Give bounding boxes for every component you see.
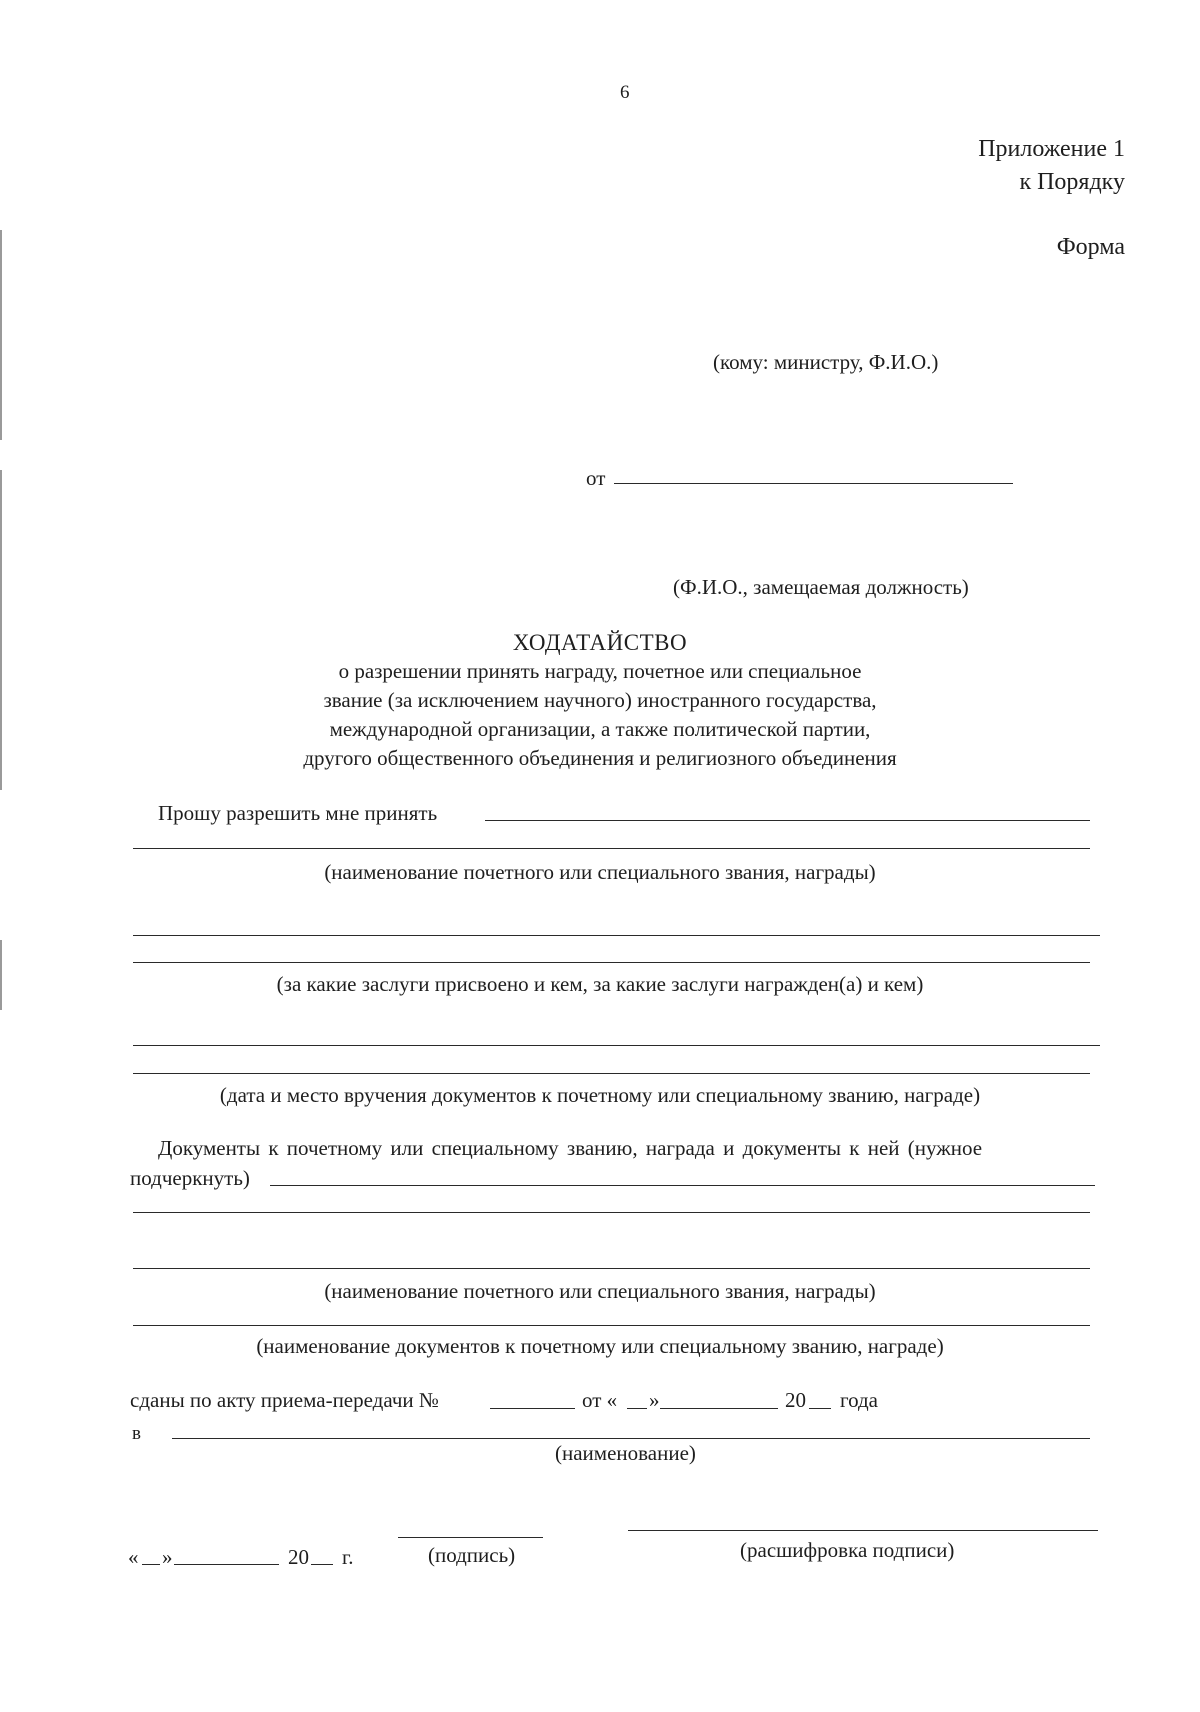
act-month-fill-line bbox=[660, 1408, 778, 1409]
delivery-fill-line-2 bbox=[133, 1073, 1090, 1074]
footer-day-fill-line bbox=[142, 1564, 160, 1565]
subtitle-line-3: международной организации, а также политической партии, bbox=[329, 717, 871, 741]
from-label: от bbox=[586, 466, 606, 490]
documents-text-line-1: Документы к почетному или специальному званию, награда и документы к ней (нужное bbox=[158, 1136, 983, 1160]
page-number: 6 bbox=[620, 82, 630, 103]
documents-fill-line-4 bbox=[133, 1325, 1090, 1326]
footer-year-prefix: 20 bbox=[288, 1545, 309, 1569]
documents-fill-line-1 bbox=[270, 1185, 1095, 1186]
name-hint: (наименование) bbox=[555, 1441, 696, 1465]
delivery-hint: (дата и место вручения документов к почетному или специальному званию, награде) bbox=[219, 1083, 981, 1107]
act-year-fill-line bbox=[809, 1408, 831, 1409]
subtitle-line-2: звание (за исключением научного) иностранного государства, bbox=[323, 688, 877, 712]
act-text: сданы по акту приема-передачи № bbox=[130, 1388, 439, 1412]
merits-fill-line-1 bbox=[133, 935, 1100, 936]
footer-year-fill-line bbox=[311, 1564, 333, 1565]
act-quote-close: » bbox=[649, 1388, 660, 1412]
in-fill-line bbox=[172, 1438, 1090, 1439]
signature-hint: (подпись) bbox=[428, 1543, 516, 1567]
from-fill-line bbox=[614, 483, 1013, 484]
award-name-hint-2: (наименование почетного или специального звания, награды) bbox=[324, 1279, 876, 1303]
scan-edge-mark bbox=[0, 230, 2, 440]
award-fill-line-2 bbox=[133, 848, 1090, 849]
appendix-line-1: Приложение 1 bbox=[978, 136, 1125, 162]
footer-date-close: » bbox=[162, 1545, 173, 1569]
act-number-fill-line bbox=[490, 1408, 575, 1409]
act-day-fill-line bbox=[627, 1408, 647, 1409]
footer-date-open: « bbox=[128, 1545, 139, 1569]
footer-year-suffix: г. bbox=[342, 1545, 354, 1569]
in-label: в bbox=[132, 1423, 141, 1444]
delivery-fill-line-1 bbox=[133, 1045, 1100, 1046]
signature-fill-line bbox=[398, 1537, 543, 1538]
merits-hint: (за какие заслуги присвоено и кем, за какие заслуги награжден(а) и кем) bbox=[276, 972, 924, 996]
document-title: ХОДАТАЙСТВО bbox=[512, 630, 688, 655]
footer-month-fill-line bbox=[174, 1564, 279, 1565]
act-year-suffix: года bbox=[840, 1388, 878, 1412]
award-name-hint: (наименование почетного или специального звания, награды) bbox=[324, 860, 876, 884]
documents-text-line-2: подчеркнуть) bbox=[130, 1166, 250, 1190]
subtitle-line-1: о разрешении принять награду, почетное или специальное bbox=[338, 659, 862, 683]
subtitle-line-4: другого общественного объединения и религиозного объединения bbox=[303, 746, 897, 770]
signature-decode-hint: (расшифровка подписи) bbox=[740, 1538, 955, 1562]
appendix-line-2: к Порядку bbox=[1019, 169, 1125, 195]
form-label: Форма bbox=[1056, 234, 1125, 260]
request-text: Прошу разрешить мне принять bbox=[158, 801, 438, 825]
merits-fill-line-2 bbox=[133, 962, 1090, 963]
documents-name-hint: (наименование документов к почетному или специальному званию, награде) bbox=[256, 1334, 944, 1358]
documents-fill-line-3 bbox=[133, 1268, 1090, 1269]
addressee-hint: (кому: министру, Ф.И.О.) bbox=[713, 350, 939, 374]
from-hint: (Ф.И.О., замещаемая должность) bbox=[673, 575, 969, 599]
signature-decode-fill-line bbox=[628, 1530, 1098, 1531]
award-fill-line-1 bbox=[485, 820, 1090, 821]
documents-fill-line-2 bbox=[133, 1212, 1090, 1213]
act-year-prefix: 20 bbox=[785, 1388, 806, 1412]
act-from-label: от « bbox=[582, 1388, 618, 1412]
